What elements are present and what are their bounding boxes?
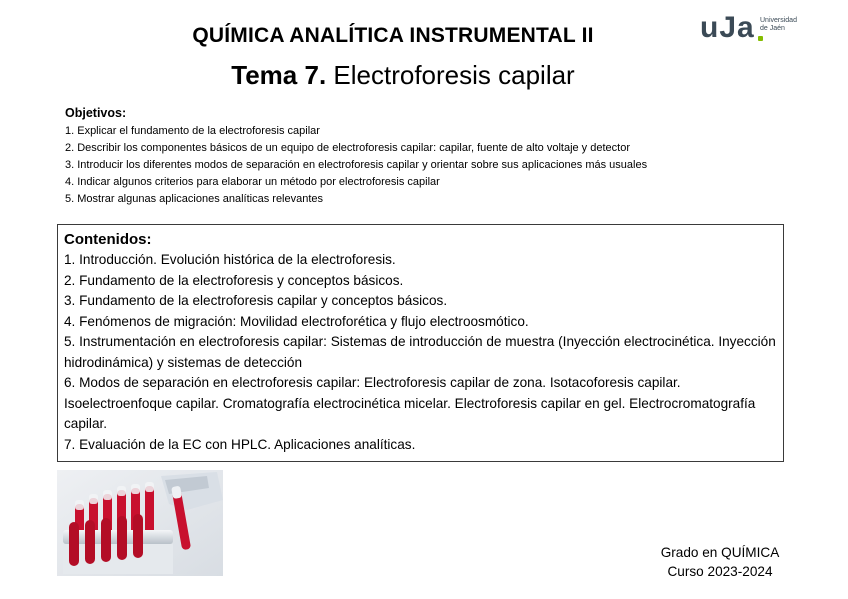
university-logo	[700, 11, 810, 44]
logo-subtext-line1: Universidad	[760, 17, 797, 24]
objective-item: 5. Mostrar algunas aplicaciones analíticas relevantes	[65, 193, 324, 205]
course-title: QUÍMICA ANALÍTICA INSTRUMENTAL II	[192, 24, 594, 47]
contents-heading: Contenidos:	[64, 231, 152, 248]
footer-info	[640, 543, 800, 581]
objectives-heading: Objetivos:	[65, 106, 127, 120]
objective-item: 1. Explicar el fundamento de la electroforesis capilar	[65, 125, 320, 137]
degree-label: Grado en QUÍMICA	[660, 545, 780, 560]
objectives-section	[65, 106, 825, 208]
lesson-title	[0, 60, 806, 91]
content-item: 7. Evaluación de la EC con HPLC. Aplicaciones analíticas.	[64, 436, 416, 452]
test-tubes-photo	[57, 470, 223, 576]
logo-accent-dot	[758, 36, 763, 41]
content-item: 4. Fenómenos de migración: Movilidad electroforética y flujo electroosmótico.	[64, 313, 529, 329]
content-item: 3. Fundamento de la electroforesis capilar y conceptos básicos.	[64, 293, 448, 308]
content-item: 6. Modos de separación en electroforesis capilar: Electroforesis capilar de zona. Isotacoforesis capilar. Isoelectroenfoque capilar. Cromatografía electrocinética micelar. Electroforesis capilar en gel. Electrocromatografía capilar.	[64, 375, 756, 431]
objective-item: 4. Indicar algunos criterios para elaborar un método por electroforesis capilar	[65, 176, 440, 188]
logo-text: uJa	[700, 11, 755, 44]
course-year: Curso 2023-2024	[667, 564, 773, 579]
logo-subtext-line2: de Jaén	[760, 25, 785, 32]
lesson-number: Tema 7.	[231, 60, 327, 90]
content-item: 1. Introducción. Evolución histórica de la electroforesis.	[64, 252, 396, 267]
lesson-name: Electroforesis capilar	[326, 60, 575, 90]
logo-subtext	[760, 17, 797, 33]
content-item: 5. Instrumentación en electroforesis capilar: Sistemas de introducción de muestra (Inyección electrocinética. Inyección hidrodinámica) y sistemas de detección	[64, 334, 776, 370]
content-item: 2. Fundamento de la electroforesis y conceptos básicos.	[64, 272, 404, 288]
contents-box	[57, 224, 784, 462]
test-tubes-illustration	[57, 470, 223, 576]
objective-item: 2. Describir los componentes básicos de un equipo de electroforesis capilar: capilar, fuente de alto voltaje y detector	[65, 142, 630, 154]
objective-item: 3. Introducir los diferentes modos de separación en electroforesis capilar y orientar sobre sus aplicaciones más usuales	[65, 159, 648, 171]
